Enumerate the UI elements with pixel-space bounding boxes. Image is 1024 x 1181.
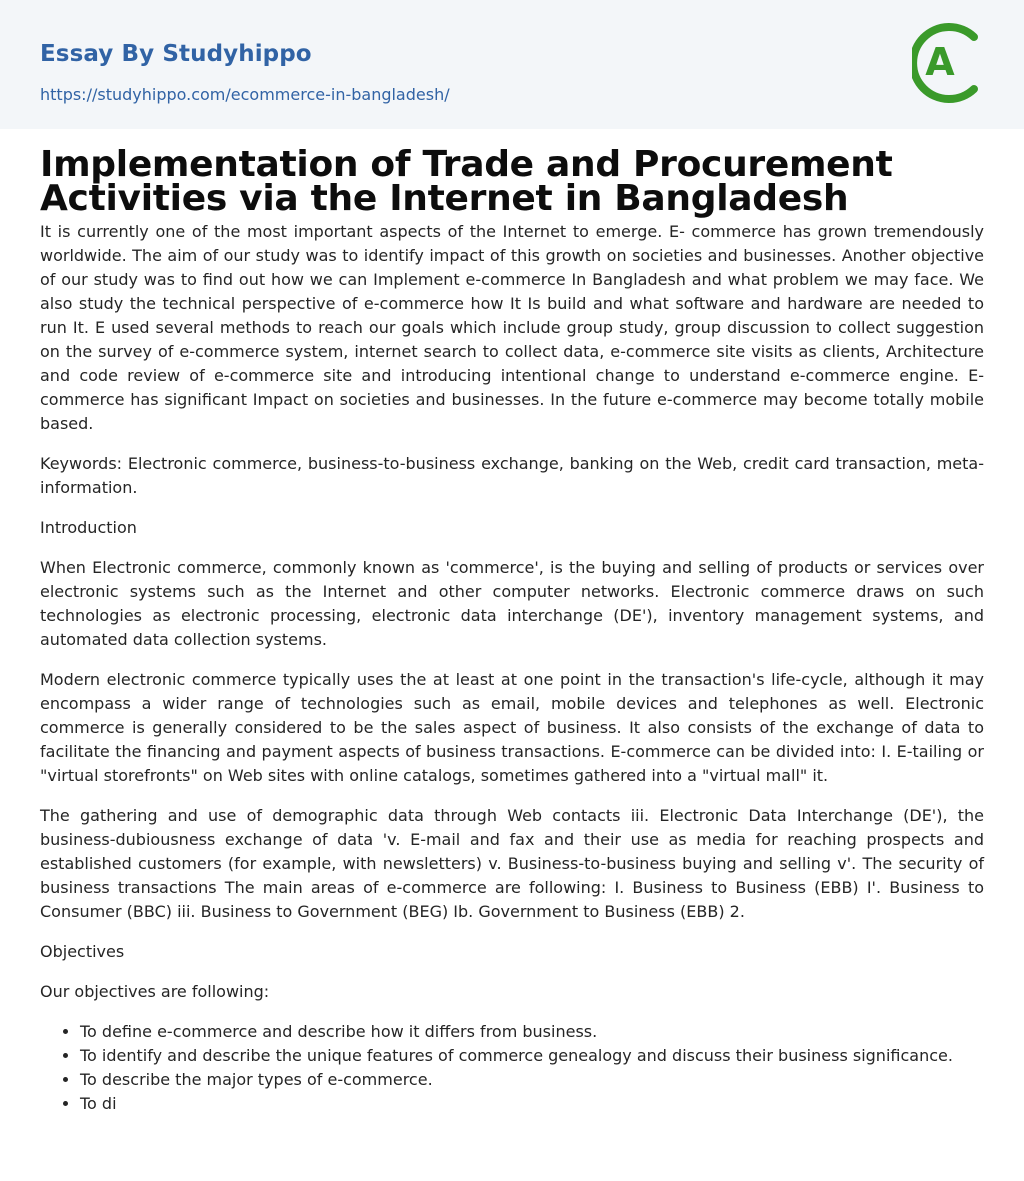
objectives-intro: Our objectives are following:: [40, 982, 270, 1001]
body-paragraph: Modern electronic commerce typically uses the at least at one point in the transaction's life-cycle, although it may encompass a wider range of technologies such as email, mobile devices and telephones as well. Electronic commerce is generally considered to be the sales aspect of business. It also consists of the exchange of data to facilitate the financing and payment aspects of business transactions. E-commerce can be divided into: I. E-tailing or "virtual storefronts" on Web sites with online catalogs, sometimes gathered into a "virtual mall" it.: [40, 670, 984, 785]
brand-title[interactable]: Essay By Studyhippo: [40, 41, 312, 67]
list-item: • To di: [80, 1092, 984, 1116]
article: [0, 144, 1024, 1116]
article-title: Implementation of Trade and Procurement Activities via the Internet in Bangladesh: [40, 144, 893, 219]
list-item: • To identify and describe the unique features of commerce genealogy and discuss their business significance.: [80, 1044, 984, 1068]
body-paragraph: The gathering and use of demographic data through Web contacts iii. Electronic Data Interchange (DE'), the business-dubiousness exchange of data 'v. E-mail and fax and their use as media for reaching prospects and established customers (for example, with newsletters) v. Business-to-business buying and selling v'. The security of business transactions The main areas of e-commerce are following: I. Business to Business (EBB) I'. Business to Consumer (BBC) iii. Business to Government (BEG) Ib. Government to Business (EBB) 2.: [40, 806, 984, 921]
list-item: • To define e-commerce and describe how it differs from business.: [80, 1020, 984, 1044]
list-item: • To describe the major types of e-commerce.: [80, 1068, 984, 1092]
studyhippo-logo-icon[interactable]: [912, 19, 988, 107]
keywords-paragraph: Keywords: Electronic commerce, business-to-business exchange, banking on the Web, credit card transaction, meta-information.: [40, 454, 984, 497]
section-heading-objectives: Objectives: [40, 942, 125, 961]
body-paragraph: When Electronic commerce, commonly known as 'commerce', is the buying and selling of products or services over electronic systems such as the Internet and other computer networks. Electronic commerce draws on such technologies as electronic processing, electronic data interchange (DE'), inventory management systems, and automated data collection systems.: [40, 558, 984, 649]
source-url-link[interactable]: https://studyhippo.com/ecommerce-in-bangladesh/: [40, 85, 450, 104]
site-header: [0, 0, 1024, 129]
section-heading-introduction: Introduction: [40, 518, 137, 537]
abstract-paragraph: It is currently one of the most important aspects of the Internet to emerge. E- commerce has grown tremendously worldwide. The aim of our study was to identify impact of this growth on societies and businesses. Another objective of our study was to find out how we can Implement e-commerce In Bangladesh and what problem we may face. We also study the technical perspective of e-commerce how It Is build and what software and hardware are needed to run It. E used several methods to reach our goals which include group study, group discussion to collect suggestion on the survey of e-commerce system, internet search to collect data, e-commerce site visits as clients, Architecture and code review of e-commerce site and introducing intentional change to understand e-commerce engine. E-commerce has significant Impact on societies and businesses. In the future e-commerce may become totally mobile based.: [40, 222, 984, 433]
objectives-list: [40, 1020, 984, 1116]
logo-letter: A: [925, 40, 955, 84]
